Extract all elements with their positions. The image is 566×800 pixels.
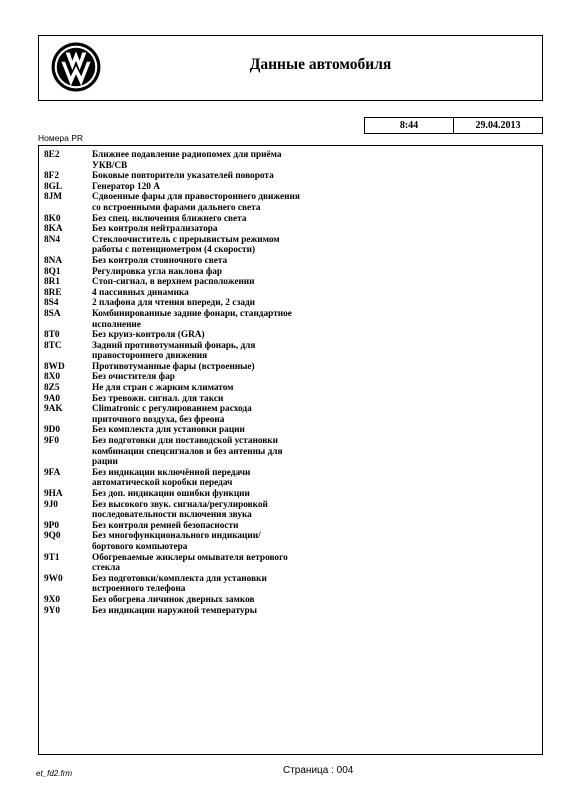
pr-description: Обогреваемые жиклеры омывателя ветрового стекла — [92, 552, 288, 574]
list-item — [39, 574, 542, 595]
print-date: 29.04.2013 — [453, 118, 542, 133]
list-item — [39, 436, 542, 468]
pr-code: 8JM — [44, 192, 63, 203]
pr-code: 8R1 — [44, 277, 61, 288]
pr-code: 8K0 — [44, 213, 61, 224]
pr-description: Без тревожн. сигнал. для такси — [92, 393, 224, 404]
pr-description: Сдвоенные фары для правостороннего движения со встроенными фарами дальнего света — [92, 192, 300, 213]
pr-description: Без индикации наружной температуры — [92, 605, 257, 616]
pr-code: 8Z5 — [44, 383, 60, 394]
pr-description: Без комплекта для установки рации — [92, 425, 245, 436]
pr-description: Комбинированные задние фонари, стандартное исполнение — [92, 308, 292, 330]
pr-description: Без спец. включения ближнего света — [92, 213, 247, 224]
list-item — [39, 150, 542, 171]
pr-code: 9P0 — [44, 520, 59, 531]
pr-description: Без контроля ремней безопасности — [92, 520, 239, 531]
list-item — [39, 531, 542, 552]
pr-code: 9T1 — [44, 552, 60, 563]
pr-description: Без доп. индикации ошибки функции — [92, 489, 250, 499]
pr-description: Без очистителя фар — [92, 372, 175, 383]
list-item — [39, 425, 542, 436]
pr-code: 9F0 — [44, 436, 59, 447]
list-item — [39, 235, 542, 256]
list-item — [39, 224, 542, 235]
list-item — [39, 489, 542, 500]
pr-description: Без индикации включённой передачи автоматической коробки передач — [92, 467, 251, 489]
list-item — [39, 192, 542, 213]
pr-code: 9FA — [44, 467, 61, 478]
page-title: Данные автомобиля — [249, 56, 392, 73]
list-item — [39, 404, 542, 425]
meta-box — [364, 117, 543, 134]
pr-description: Генератор 120 А — [92, 181, 160, 192]
pr-description: Противотуманные фары (встроенные) — [92, 361, 255, 372]
pr-description: Без обогрева личинок дверных замков — [92, 594, 255, 605]
pr-description: Без подготовки/комплекта для установки встроенного телефона — [92, 573, 267, 595]
pr-code: 8N4 — [44, 234, 61, 245]
pr-code: 8RE — [44, 287, 62, 298]
list-item — [39, 500, 542, 521]
list-item — [39, 309, 542, 330]
list-item — [39, 595, 542, 606]
pr-code: 9A0 — [44, 393, 61, 404]
pr-description: Без контроля нейтрализатора — [92, 224, 218, 235]
vw-logo-icon — [50, 41, 102, 93]
pr-code: 8S4 — [44, 298, 59, 309]
pr-code: 9W0 — [44, 573, 63, 584]
list-item — [39, 214, 542, 225]
pr-list — [38, 145, 543, 755]
pr-code: 8X0 — [44, 372, 61, 383]
list-item — [39, 468, 542, 489]
pr-code: 9HA — [44, 489, 63, 499]
pr-description: Без подготовки для поставодской установки комбинации спецсигналов и без антенны для рации — [92, 436, 283, 468]
pr-description: Задний противотуманный фонарь, для правостороннего движения — [92, 340, 256, 362]
pr-code: 8F2 — [44, 171, 59, 182]
pr-code: 8GL — [44, 181, 63, 192]
list-item — [39, 341, 542, 362]
pr-code: 9D0 — [44, 425, 61, 436]
pr-description: Стоп-сигнал, в верхнем расположении — [92, 277, 255, 288]
pr-description: Без многофункционального индикации/бортового компьютера — [92, 531, 261, 552]
pr-description: Ближнее подавление радиопомех для приёма УКВ/СВ — [92, 150, 282, 171]
list-item — [39, 521, 542, 532]
pr-code: 8WD — [44, 361, 65, 372]
pr-description: 4 пассивных динамика — [92, 287, 189, 298]
pr-description: Боковые повторители указателей поворота — [92, 171, 274, 182]
list-item — [39, 553, 542, 574]
header-box — [38, 35, 543, 101]
pr-code: 8TC — [44, 340, 62, 351]
pr-description: Без контроля стояночного света — [92, 255, 228, 266]
list-item — [39, 267, 542, 278]
pr-code: 8T0 — [44, 330, 60, 341]
pr-code: 9Q0 — [44, 531, 61, 542]
list-item — [39, 182, 542, 193]
footer-page-number: Страница : 004 — [283, 765, 354, 776]
list-item — [39, 606, 542, 617]
pr-code: 8KA — [44, 224, 63, 235]
pr-code: 8E2 — [44, 150, 60, 160]
list-item — [39, 383, 542, 394]
pr-code: 9X0 — [44, 594, 61, 605]
list-item — [39, 372, 542, 383]
list-item — [39, 288, 542, 299]
pr-code: 9AK — [44, 404, 63, 415]
print-time: 8:44 — [399, 120, 419, 131]
list-item — [39, 298, 542, 309]
pr-description: Без высокого звук. сигнала/регулировкой последовательности включения звука — [92, 499, 268, 521]
list-item — [39, 394, 542, 405]
section-label: Номера PR — [38, 133, 84, 143]
footer-filename: et_fd2.frm — [36, 769, 73, 778]
pr-description: Climatronic с регулированием расхода приточного воздуха, без фреона — [92, 404, 252, 425]
list-item — [39, 171, 542, 182]
list-item — [39, 256, 542, 267]
pr-code: 9J0 — [44, 499, 58, 510]
pr-description: Без круиз-контроля (GRA) — [92, 330, 205, 341]
pr-description: 2 плафона для чтения впереди, 2 сзади — [92, 298, 256, 309]
pr-description: Регулировка угла наклона фар — [92, 266, 223, 277]
pr-description: Не для стран с жарким климатом — [92, 383, 234, 394]
list-item — [39, 362, 542, 373]
pr-code: 8Q1 — [44, 266, 61, 277]
pr-code: 8SA — [44, 308, 61, 319]
pr-code: 8NA — [44, 255, 63, 266]
list-item — [39, 277, 542, 288]
list-item — [39, 330, 542, 341]
pr-code: 9Y0 — [44, 605, 61, 616]
pr-description: Стеклоочиститель с прерывистым режимом работы с потенциометром (4 скорости) — [92, 234, 280, 256]
